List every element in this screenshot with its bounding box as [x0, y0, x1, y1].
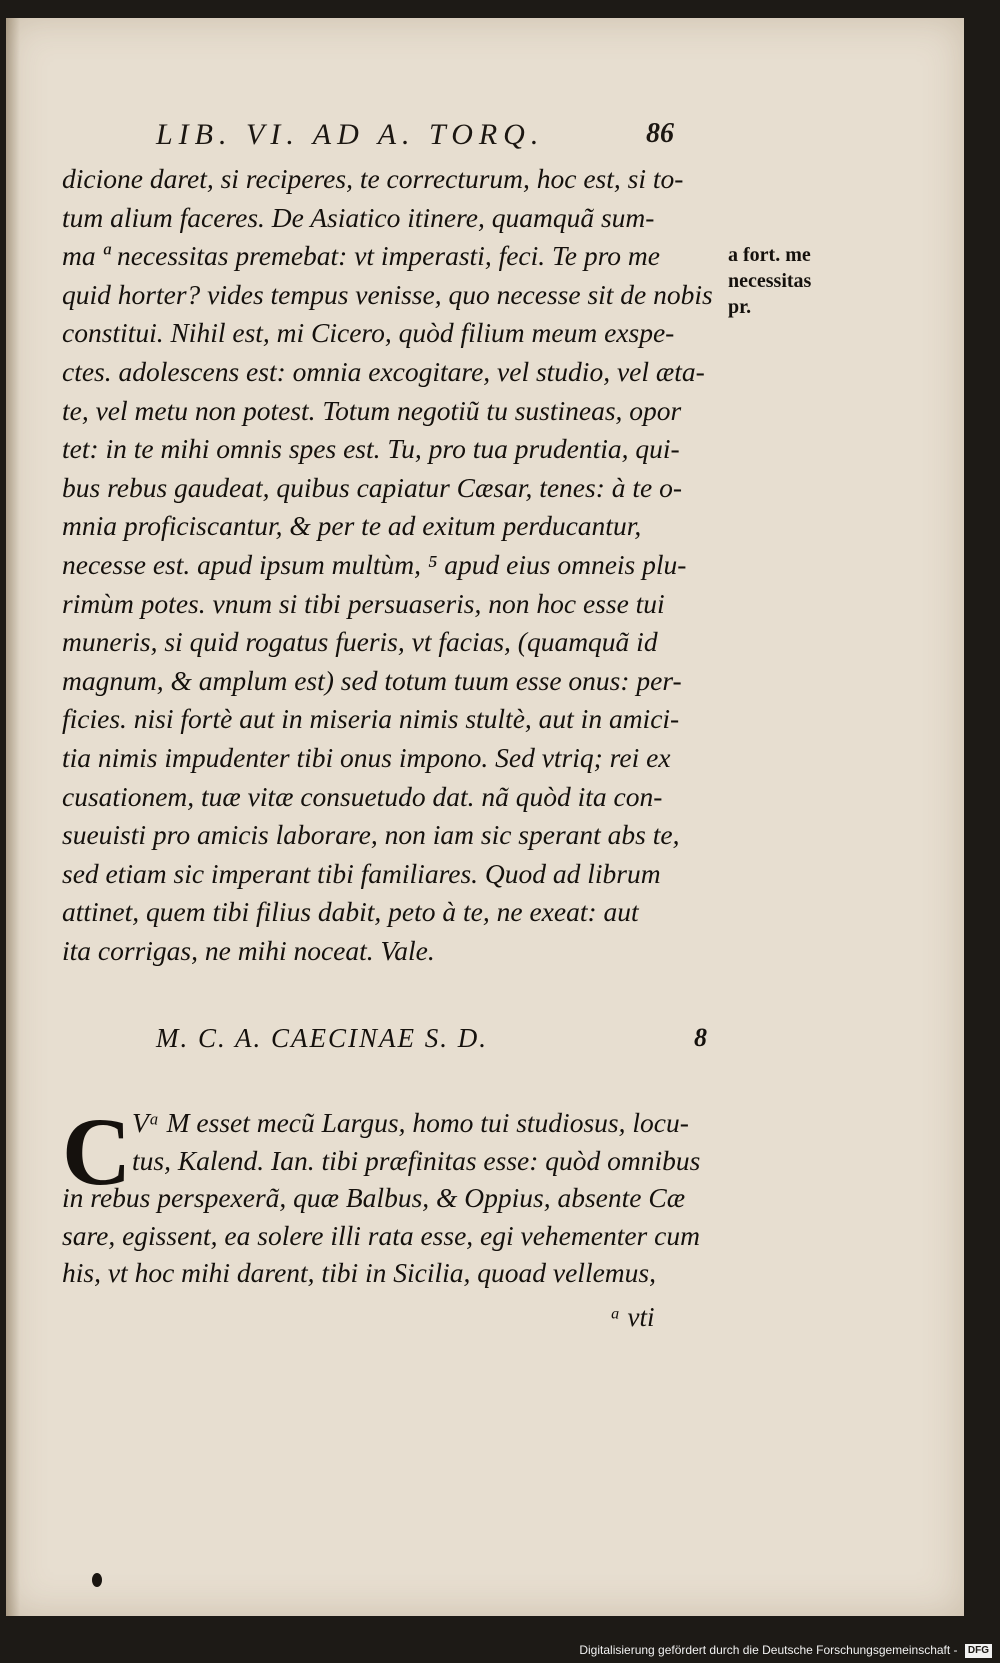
marginal-note	[728, 242, 858, 320]
text-line: cusationem, tuæ vitæ consuetudo dat. nã quòd ita con-	[62, 780, 663, 812]
catchword: ᵃ vti	[610, 1302, 655, 1332]
text-line: ita corrigas, ne mihi noceat. Vale.	[62, 934, 435, 966]
text-line: rimùm potes. vnum si tibi persuaseris, non hoc esse tui	[62, 587, 665, 619]
text-line: muneris, si quid rogatus fueris, vt facias, (quamquã id	[62, 626, 658, 658]
text-line: constitui. Nihil est, mi Cicero, quòd filium meum exspe-	[62, 317, 675, 349]
text-line: sed etiam sic imperant tibi familiares. Quod ad librum	[62, 857, 661, 889]
marginal-note-line: a fort. me	[728, 244, 811, 266]
text-line: ctes. adolescens est: omnia excogitare, vel studio, vel æta-	[62, 355, 705, 387]
digitization-footer	[579, 1639, 992, 1661]
text-line: necesse est. apud ipsum multùm, ⁵ apud eius omneis plu-	[62, 548, 687, 580]
text-line: dicione daret, si reciperes, te correcturum, hoc est, si to-	[62, 163, 684, 194]
text-line: mnia proficiscantur, & per te ad exitum perducantur,	[62, 510, 642, 542]
drop-capital: C	[62, 1098, 132, 1205]
folio-number: 86	[646, 118, 674, 149]
text-line: tum alium faceres. De Asiatico itinere, quamquã sum-	[62, 201, 655, 233]
text-line: ficies. nisi fortè aut in miseria nimis stultè, aut in amici-	[62, 703, 680, 735]
text-line: in rebus perspexerã, quæ Balbus, & Oppius, absente Cæ	[62, 1182, 686, 1213]
text-line: magnum, & amplum est) sed totum tuum esse onus: per-	[62, 664, 682, 696]
text-line: Vᵃ M esset mecũ Largus, homo tui studiosus, locu-	[132, 1107, 689, 1138]
book-page	[6, 18, 964, 1616]
text-line: tia nimis impudenter tibi onus impono. Sed vtriq; rei ex	[62, 741, 671, 773]
letter-heading: M. C. A. CAECINAE S. D.	[156, 1023, 488, 1053]
text-line: quid horter? vides tempus venisse, quo necesse sit de nobis	[62, 278, 713, 310]
letter-number: 8	[694, 1023, 707, 1052]
marginal-note-line: pr.	[728, 296, 752, 318]
text-line: tus, Kalend. Ian. tibi præfinitas esse: quòd omnibus	[132, 1144, 701, 1176]
text-line: sueuisti pro amicis laborare, non iam sic sperant abs te,	[62, 819, 680, 851]
marginal-note-line: necessitas	[728, 270, 812, 292]
footer-text: Digitalisierung gefördert durch die Deutsche Forschungsgemeinschaft -	[579, 1643, 958, 1657]
text-line: attinet, quem tibi filius dabit, peto à te, ne exeat: aut	[62, 896, 639, 928]
text-line: ma ª necessitas premebat: vt imperasti, feci. Te pro me	[62, 240, 660, 272]
ink-speck	[92, 1573, 102, 1587]
text-line: sare, egissent, ea solere illi rata esse, egi vehementer cum	[62, 1219, 700, 1251]
running-title: LIB. VI. AD A. TORQ.	[156, 118, 545, 151]
text-line: te, vel metu non potest. Totum negotiũ tu sustineas, opor	[62, 394, 682, 426]
text-line: tet: in te mihi omnis spes est. Tu, pro tua prudentia, qui-	[62, 433, 680, 465]
dfg-logo: DFG	[965, 1644, 992, 1658]
text-line: his, vt hoc mihi darent, tibi in Sicilia, quoad vellemus,	[62, 1257, 656, 1288]
text-line: bus rebus gaudeat, quibus capiatur Cæsar, tenes: à te o-	[62, 471, 682, 503]
letter-body	[62, 160, 712, 970]
second-letter-body	[62, 1098, 712, 1292]
